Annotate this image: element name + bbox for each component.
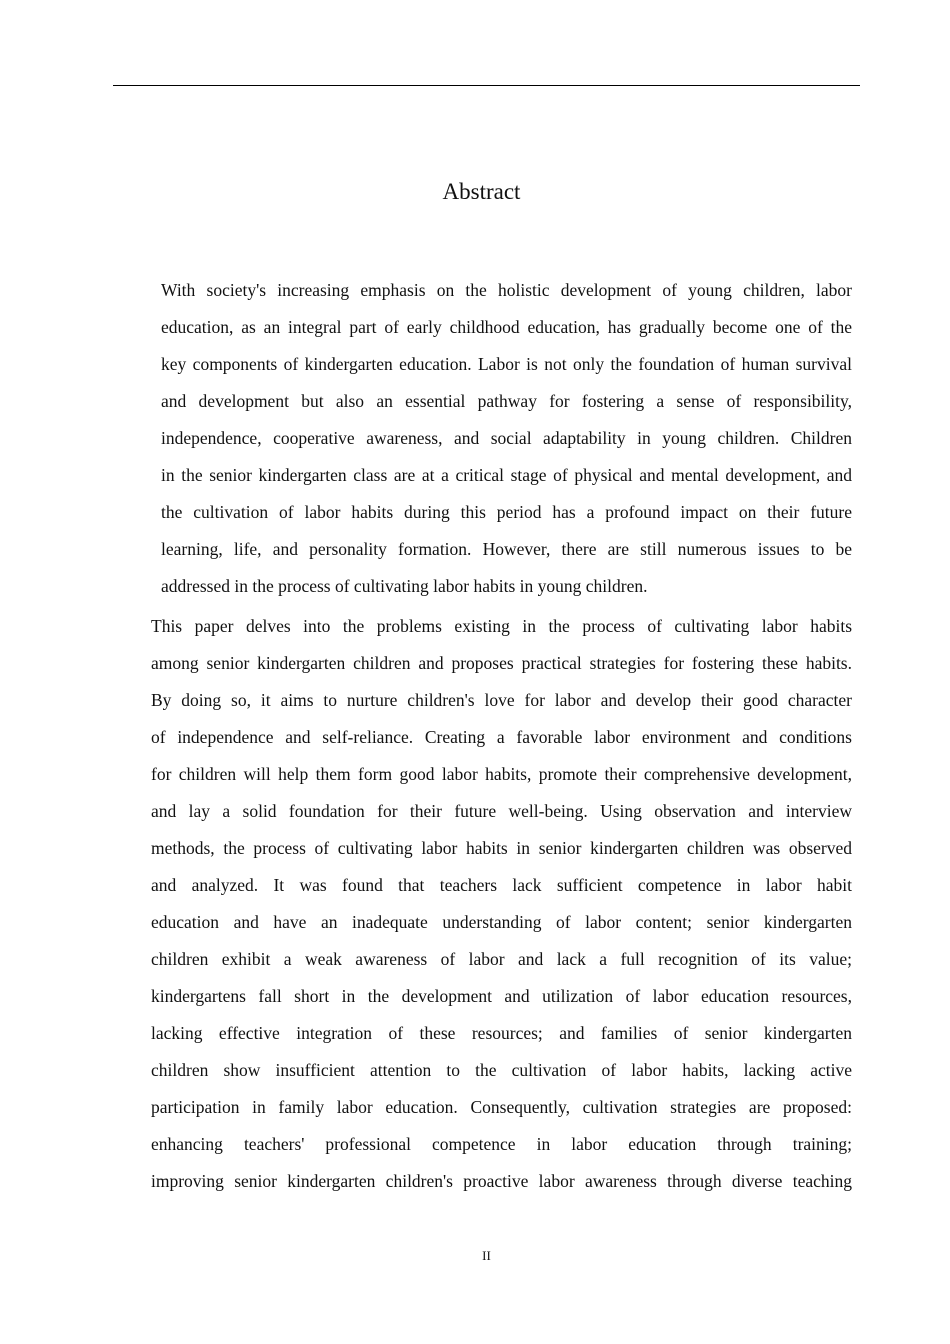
text-line: participation in family labor education. Consequently, cultivation strategies are proposed: [151,1097,852,1117]
abstract-title: Abstract [442,179,521,204]
text-line: education, as an integral part of early childhood education, has gradually become one of the [161,317,852,337]
text-line: kindergartens fall short in the development and utilization of labor education resources, [151,986,852,1006]
text-line: key components of kindergarten education. Labor is not only the foundation of human survival [161,354,852,374]
text-line: addressed in the process of cultivating labor habits in young children. [161,576,648,596]
text-line: of independence and self-reliance. Creating a favorable labor environment and conditions [151,727,852,747]
text-line: in the senior kindergarten class are at a critical stage of physical and mental development, and [161,465,852,485]
text-line: the cultivation of labor habits during this period has a profound impact on their future [161,502,852,522]
text-line: lacking effective integration of these resources; and families of senior kindergarten [151,1023,852,1043]
text-line: independence, cooperative awareness, and social adaptability in young children. Children [161,428,852,448]
page-number: II [482,1248,491,1263]
text-line: improving senior kindergarten children's proactive labor awareness through diverse teaching [151,1171,852,1191]
text-line: and lay a solid foundation for their future well-being. Using observation and interview [151,801,852,821]
text-line: enhancing teachers' professional competence in labor education through training; [151,1134,852,1154]
text-line: By doing so, it aims to nurture children's love for labor and develop their good character [151,690,852,710]
text-line: education and have an inadequate understanding of labor content; senior kindergarten [151,912,852,932]
text-line: With society's increasing emphasis on the holistic development of young children, labor [161,280,852,300]
text-line: and development but also an essential pathway for fostering a sense of responsibility, [161,391,852,411]
paragraph-2 [113,608,852,1200]
header-rule [113,85,860,86]
text-line: This paper delves into the problems existing in the process of cultivating labor habits [151,616,852,636]
paragraph-1 [113,272,852,605]
abstract-body [113,272,852,1200]
text-line: learning, life, and personality formation. However, there are still numerous issues to be [161,539,852,559]
text-line: for children will help them form good labor habits, promote their comprehensive development, [151,764,852,784]
text-line: methods, the process of cultivating labor habits in senior kindergarten children was observed [151,838,852,858]
text-line: children exhibit a weak awareness of labor and lack a full recognition of its value; [151,949,852,969]
text-line: and analyzed. It was found that teachers lack sufficient competence in labor habit [151,875,852,895]
text-line: children show insufficient attention to the cultivation of labor habits, lacking active [151,1060,852,1080]
text-line: among senior kindergarten children and proposes practical strategies for fostering these habits. [151,653,852,673]
